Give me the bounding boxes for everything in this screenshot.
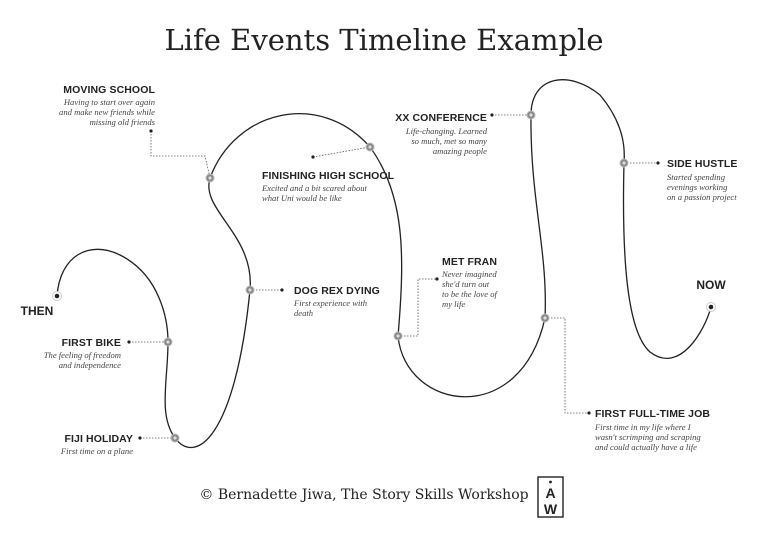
- event-met-fran: [441, 256, 498, 309]
- logo-letter-bottom: W: [543, 501, 558, 517]
- event-description-line: to be the love of: [442, 289, 497, 299]
- event-label: XX CONFERENCE: [395, 112, 487, 124]
- bullet-met-fran: [435, 277, 438, 280]
- event-description-line: on a passion project: [667, 192, 737, 202]
- event-label: SIDE HUSTLE: [667, 158, 738, 170]
- event-description-line: First time in my life where I: [595, 422, 691, 432]
- event-description-line: The feeling of freedom: [43, 350, 121, 360]
- timeline-curve: [57, 80, 711, 448]
- node-met-fran: [394, 332, 402, 340]
- event-description-line: amazing people: [432, 146, 487, 156]
- bullet-xx-conference: [490, 113, 493, 116]
- event-xx-conference: [395, 112, 487, 156]
- event-description-line: First time on a plane: [60, 446, 133, 456]
- bullet-moving-school: [149, 129, 152, 132]
- event-dog-rex-dying: [293, 285, 380, 318]
- node-fiji-holiday: [171, 434, 179, 442]
- end-label: NOW: [696, 278, 726, 292]
- bullet-first-bike: [127, 340, 130, 343]
- event-description-line: Never imagined: [442, 269, 497, 279]
- event-description-line: death: [294, 308, 314, 318]
- event-label: FIJI HOLIDAY: [64, 433, 133, 445]
- event-side-hustle: [667, 158, 738, 202]
- start-label: THEN: [20, 304, 54, 318]
- event-moving-school: [59, 84, 156, 127]
- event-fiji-holiday: [60, 433, 133, 456]
- leader-moving-school: [151, 131, 210, 178]
- event-label: FIRST FULL-TIME JOB: [595, 408, 711, 420]
- page-title: Life Events Timeline Example: [164, 23, 604, 57]
- event-first-bike: [44, 337, 121, 370]
- event-description-line: Excited and a bit scared about: [262, 183, 367, 193]
- node-first-full-time-job: [541, 314, 549, 322]
- event-description-line: and could actually have a life: [595, 442, 697, 452]
- event-finishing-high-school: [261, 170, 395, 203]
- start-point: [53, 292, 62, 301]
- event-description-line: Life-changing. Learned: [405, 126, 487, 136]
- leader-lines: [129, 115, 658, 438]
- leader-met-fran: [398, 279, 437, 336]
- event-label: FINISHING HIGH SCHOOL: [262, 170, 395, 182]
- bullet-dog-rex-dying: [280, 288, 283, 291]
- event-label: FIRST BIKE: [61, 337, 121, 349]
- event-description-line: what Uni would be like: [262, 193, 342, 203]
- event-label: MET FRAN: [442, 256, 498, 268]
- node-side-hustle: [620, 159, 628, 167]
- logo-letter-top: A: [545, 485, 556, 501]
- node-dog-rex-dying: [246, 286, 254, 294]
- node-finishing-high-school: [366, 143, 374, 151]
- bullet-first-full-time-job: [587, 411, 590, 414]
- event-description-line: wasn't scrimping and scraping: [595, 432, 701, 442]
- event-first-full-time-job: [594, 408, 710, 452]
- logo-dot: [549, 481, 552, 484]
- leader-first-full-time-job: [545, 318, 589, 413]
- node-first-bike: [164, 338, 172, 346]
- end-point: [707, 303, 716, 312]
- event-label: MOVING SCHOOL: [63, 84, 155, 96]
- leader-finishing-high-school: [313, 147, 370, 157]
- event-description-line: and independence: [58, 360, 121, 370]
- bullet-finishing-high-school: [311, 155, 314, 158]
- event-description-line: missing old friends: [89, 117, 155, 127]
- node-moving-school: [206, 174, 214, 182]
- event-description-line: evenings working: [667, 182, 728, 192]
- bullet-side-hustle: [656, 161, 659, 164]
- event-description-line: Started spending: [667, 172, 726, 182]
- event-description-line: my life: [442, 299, 466, 309]
- event-description-line: Having to start over again: [63, 97, 155, 107]
- event-description-line: so much, met so many: [411, 136, 487, 146]
- event-description-line: and make new friends while: [59, 107, 155, 117]
- leader-bullets: [127, 113, 659, 439]
- bullet-fiji-holiday: [138, 436, 141, 439]
- node-xx-conference: [527, 111, 535, 119]
- event-description-line: she'd turn out: [442, 279, 490, 289]
- footer-credit: © Bernadette Jiwa, The Story Skills Workshop: [199, 487, 529, 503]
- event-label: DOG REX DYING: [294, 285, 380, 297]
- aw-logo: [538, 477, 563, 517]
- event-nodes: [164, 111, 628, 442]
- event-description-line: First experience with: [294, 298, 368, 308]
